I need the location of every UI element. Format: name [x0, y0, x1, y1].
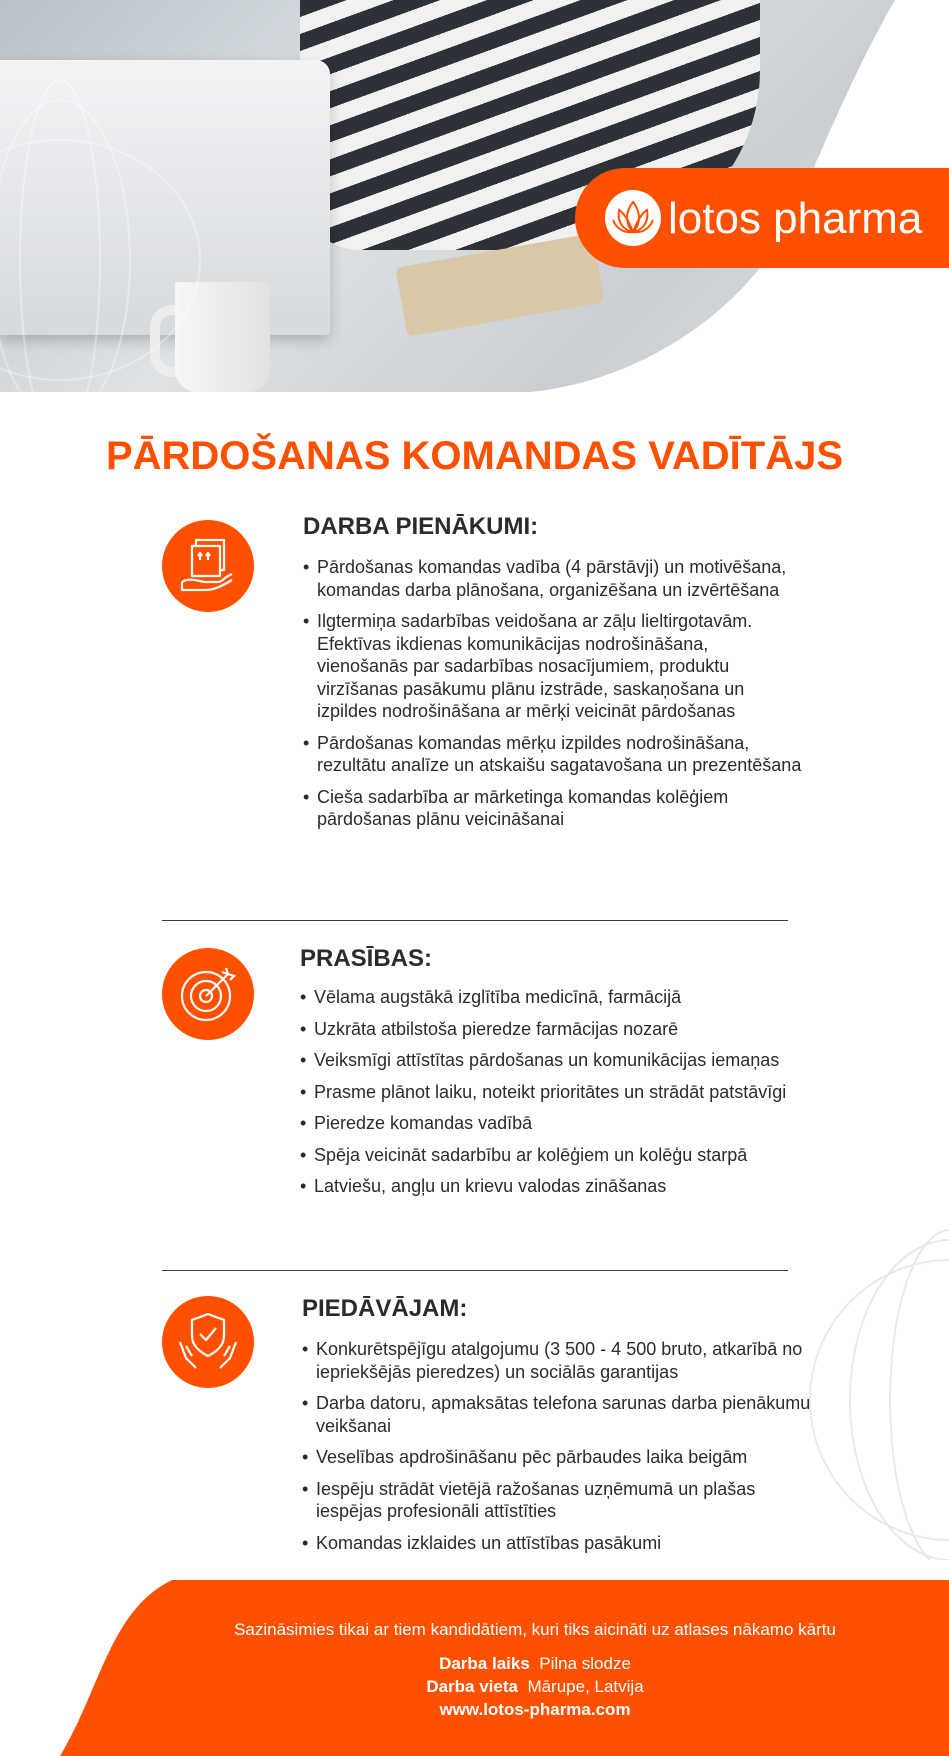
list-item: • Spēja veicināt sadarbību ar kolēģiem un kolēģu starpā [300, 1144, 800, 1167]
hero-image [0, 0, 949, 392]
list-item: • Veiksmīgi attīstītas pārdošanas un komunikācijas iemaņas [300, 1049, 800, 1072]
target-icon [162, 948, 254, 1040]
work-place-label: Darba vieta [426, 1677, 518, 1696]
list-item: • Veselības apdrošināšanu pēc pārbaudes laika beigām [302, 1446, 812, 1469]
work-time [70, 1654, 949, 1674]
list-item: • Vēlama augstākā izglītība medicīnā, farmācijā [300, 986, 800, 1009]
section-divider [162, 1270, 788, 1271]
duties-list [303, 556, 803, 831]
work-time-label: Darba laiks [439, 1654, 530, 1673]
work-place-value: Mārupe, Latvija [527, 1677, 644, 1696]
footer-note: Sazināsimies tikai ar tiem kandidātiem, kuri tiks aicināti uz atlases nākamo kārtu [234, 1620, 836, 1639]
work-time-value: Pilna slodze [539, 1654, 631, 1673]
job-title: PĀRDOŠANAS KOMANDAS VADĪTĀJS [105, 434, 844, 478]
website-link[interactable]: www.lotos-pharma.com [439, 1700, 631, 1719]
section-title-duties: DARBA PIENĀKUMI: [303, 513, 539, 540]
list-item: • Pieredze komandas vadībā [300, 1112, 800, 1135]
offer-list [302, 1338, 812, 1554]
list-item: • Prasme plānot laiku, noteikt prioritātes un strādāt patstāvīgi [300, 1081, 800, 1104]
list-item: • Cieša sadarbība ar mārketinga komandas kolēģiem pārdošanas plānu veicināšanai [303, 786, 803, 831]
box-hand-icon [162, 520, 254, 612]
requirements-list [300, 986, 800, 1198]
shield-hands-icon [162, 1296, 254, 1388]
list-item: • Pārdošanas komandas mērķu izpildes nodrošināšana, rezultātu analīze un atskaišu sagatavošana un prezentēšana [303, 732, 803, 777]
list-item: • Konkurētspējīgu atalgojumu (3 500 - 4 500 bruto, atkarībā no iepriekšējās pieredzes) un sociālās garantijas [302, 1338, 812, 1383]
list-item: • Uzkrāta atbilstoša pieredze farmācijas nozarē [300, 1018, 800, 1041]
list-item: • Latviešu, angļu un krievu valodas zināšanas [300, 1175, 800, 1198]
list-item: • Ilgtermiņa sadarbības veidošana ar zāļu lieltirgotavām. Efektīvas ikdienas komunikācijas nodrošināšana, vienošanās par sadarbības nosacījumiem, produktu virzīšanas pasākumu plānu izstrāde, saskaņošana un izpildes nodrošināšana ar mērķi veicināt pārdošanas [303, 610, 803, 723]
section-divider [162, 920, 788, 921]
lotos-logo-icon [605, 190, 661, 246]
brand-name: lotos pharma [668, 194, 923, 243]
section-title-offer: PIEDĀVĀJAM: [302, 1295, 468, 1322]
list-item: • Darba datoru, apmaksātas telefona sarunas darba pienākumu veikšanai [302, 1392, 812, 1437]
list-item: • Iespēju strādāt vietējā ražošanas uzņēmumā un plašas iespējas profesionāli attīstīties [302, 1478, 812, 1523]
work-place [70, 1677, 949, 1697]
list-item: • Komandas izklaides un attīstības pasākumi [302, 1532, 812, 1555]
list-item: • Pārdošanas komandas vadība (4 pārstāvji) un motivēšana, komandas darba plānošana, organizēšana un izvērtēšana [303, 556, 803, 601]
section-title-requirements: PRASĪBAS: [300, 945, 433, 972]
